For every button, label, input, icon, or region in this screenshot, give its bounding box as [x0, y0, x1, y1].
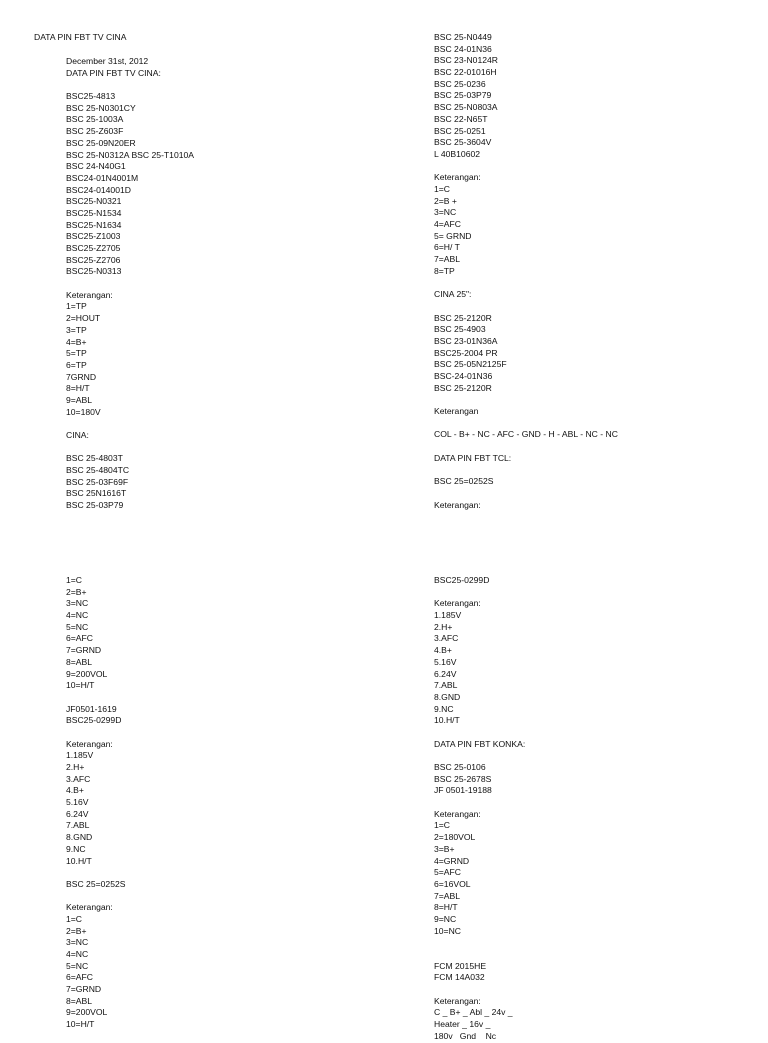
text-line: BSC 25-03P79 — [434, 90, 492, 101]
text-line: BSC 25-1003A — [66, 114, 124, 125]
text-line: BSC 25-N0803A — [434, 102, 498, 113]
text-line: BSC25-N0313 — [66, 266, 122, 277]
text-line: BSC25-Z2706 — [66, 254, 121, 265]
text-line: 1=C — [66, 575, 83, 585]
blank-line — [434, 727, 525, 739]
text-line: 3=B+ — [434, 843, 455, 854]
blank-line — [66, 79, 194, 91]
text-line: 6=H/ T — [434, 242, 460, 253]
text-line: 7=GRND — [66, 645, 102, 656]
text-line: 3=NC — [434, 207, 457, 218]
text-line: FCM 14A032 — [434, 972, 485, 983]
text-line: 8=H/T — [66, 383, 90, 394]
text-line: 3=NC — [66, 598, 89, 609]
blank-line — [66, 442, 194, 454]
text-line: 180v Gnd Nc — [434, 1030, 497, 1041]
text-line: 10=180V — [66, 406, 101, 417]
text-line: BSC 25-0236 — [434, 78, 486, 89]
text-line: December 31st, 2012 — [66, 56, 149, 66]
text-line: 1=C — [434, 820, 451, 831]
column-top-left — [66, 56, 194, 512]
text-line: JF0501-1619 — [66, 703, 117, 714]
text-line: 6=16VOL — [434, 878, 471, 889]
text-line: 10=H/T — [66, 1019, 95, 1030]
text-line: 1=C — [434, 183, 451, 194]
text-line: 2=B+ — [66, 925, 87, 936]
text-line: BSC 25=0252S — [434, 476, 494, 487]
column-top-right — [434, 32, 618, 511]
text-line: 8=ABL — [66, 995, 93, 1006]
text-line: BSC25-2004 PR — [434, 347, 498, 358]
text-line: 5=NC — [66, 621, 89, 632]
text-line: BSC 25-3604V — [434, 137, 492, 148]
text-line: 4=NC — [66, 610, 89, 621]
text-line: 2=HOUT — [66, 313, 101, 324]
text-line: 10=NC — [434, 925, 461, 936]
text-line: BSC 25-2678S — [434, 773, 492, 784]
blank-line — [434, 394, 618, 406]
text-line: 10.H/T — [66, 855, 92, 866]
text-line: 4=B+ — [66, 336, 87, 347]
text-line: 4.B+ — [434, 645, 452, 656]
text-line: 1=C — [66, 913, 83, 924]
blank-line — [434, 277, 618, 289]
text-line: 2.H+ — [66, 762, 85, 772]
document-title: DATA PIN FBT TV CINA — [34, 32, 127, 42]
text-line: DATA PIN FBT TV CINA: — [66, 67, 161, 78]
text-line: BSC 25-4903 — [434, 324, 486, 335]
text-line: BSC 25-N0301CY — [66, 102, 136, 113]
blank-line — [66, 692, 126, 704]
blank-line — [434, 418, 618, 430]
text-line: BSC 25N1616T — [66, 488, 127, 499]
text-line: 8=H/T — [434, 902, 458, 913]
text-line: BSC 23-N0124R — [434, 55, 499, 66]
text-line: 4=AFC — [434, 219, 461, 229]
text-line: BSC 25-0251 — [434, 125, 486, 136]
text-line: 1.185V — [434, 610, 462, 621]
text-line: 8=TP — [434, 265, 455, 276]
text-line: 5.16V — [434, 656, 457, 667]
text-line: JF 0501-19188 — [434, 785, 492, 796]
text-line: 9=ABL — [66, 394, 93, 405]
blank-line — [66, 891, 126, 903]
blank-line — [66, 418, 194, 430]
text-line: 9=200VOL — [66, 1007, 108, 1018]
text-line: 9=200VOL — [66, 668, 108, 679]
text-line: 7=GRND — [66, 984, 102, 995]
text-line: Keterangan — [434, 406, 479, 416]
text-line: BSC 23-01N36A — [434, 335, 498, 346]
text-line: 3.AFC — [434, 633, 459, 644]
text-line: BSC25-0299D — [66, 715, 122, 726]
blank-line — [434, 161, 618, 173]
text-line: Keterangan: — [434, 598, 481, 609]
blank-line — [66, 278, 194, 290]
text-line: Keterangan: — [66, 738, 113, 749]
text-line: BSC24-014001D — [66, 184, 131, 195]
text-line: Keterangan: — [66, 289, 113, 300]
text-line: 7=ABL — [434, 890, 461, 901]
text-line: 9.NC — [434, 703, 454, 714]
text-line: Keterangan: — [434, 808, 481, 819]
text-line: Keterangan: — [66, 902, 113, 913]
text-line: 1.185V — [66, 750, 94, 761]
text-line: BSC 25-N0312A BSC 25-T1010A — [66, 149, 195, 160]
blank-line — [434, 750, 525, 762]
text-line: 9.NC — [66, 843, 86, 854]
text-line: BSC24-01N4001M — [66, 172, 139, 183]
text-line: 4=GRND — [434, 855, 470, 866]
text-line: 1=TP — [66, 301, 87, 312]
text-line: 2=180VOL — [434, 832, 476, 843]
text-line: BSC25-N1534 — [66, 207, 122, 218]
text-line: 8.GND — [66, 832, 93, 843]
text-line: BSC25-N1634 — [66, 219, 122, 230]
text-line: 8=ABL — [66, 656, 93, 667]
text-line: BSC 25-2120R — [434, 312, 492, 323]
text-line: 6=TP — [66, 359, 87, 370]
text-line: BSC25-4813 — [66, 91, 116, 102]
text-line: 6=AFC — [66, 633, 93, 644]
blank-line — [434, 984, 525, 996]
text-line: BSC 25-03P79 — [66, 500, 124, 511]
text-line: BSC 22-01016H — [434, 67, 497, 78]
text-line: BSC 25-4803T — [66, 453, 123, 464]
text-line: Heater _ 16v _ — [434, 1019, 491, 1030]
text-line: Keterangan: — [434, 172, 481, 183]
text-line: 4.B+ — [66, 785, 84, 796]
text-line: 10.H/T — [434, 715, 460, 726]
column-bottom-right — [434, 575, 525, 1043]
text-line: 6=AFC — [66, 972, 93, 983]
text-line: 2=B + — [434, 195, 457, 206]
blank-line — [434, 797, 525, 809]
text-line: 2.H+ — [434, 621, 453, 632]
text-line: FCM 2015HE — [434, 960, 487, 971]
text-line: CINA 25": — [434, 289, 472, 300]
text-line: 4=NC — [66, 949, 89, 959]
text-line: 5=NC — [66, 960, 89, 971]
text-line: 3.AFC — [66, 773, 91, 784]
blank-line — [434, 937, 525, 949]
text-line: BSC 24-N40G1 — [66, 161, 126, 172]
text-line: 3=TP — [66, 324, 87, 335]
text-line: BSC 25-05N2125F — [434, 359, 507, 370]
text-line: 8.GND — [434, 691, 461, 702]
text-line: BSC 25-4804TC — [66, 465, 130, 476]
text-line: BSC 25-Z603F — [66, 126, 124, 137]
column-bottom-left — [66, 575, 126, 1031]
text-line: C _ B+ _ Abl _ 24v _ — [434, 1007, 513, 1018]
text-line: BSC25-Z1003 — [66, 231, 121, 242]
text-line: 7.ABL — [66, 820, 90, 831]
text-line: Keterangan: — [434, 995, 481, 1006]
text-line: 10=H/T — [66, 680, 95, 691]
text-line: 9=NC — [434, 913, 457, 924]
text-line: L 40B10602 — [434, 148, 481, 159]
text-line: 3=NC — [66, 937, 89, 948]
text-line: 2=B+ — [66, 586, 87, 597]
text-line: BSC25-Z2705 — [66, 243, 121, 253]
blank-line — [434, 587, 525, 599]
text-line: CINA: — [66, 430, 89, 440]
text-line: 5= GRND — [434, 230, 472, 241]
blank-line — [434, 949, 525, 961]
text-line: 7=ABL — [434, 254, 461, 265]
blank-line — [66, 867, 126, 879]
blank-line — [66, 727, 126, 739]
text-line: BSC25-N0321 — [66, 196, 122, 207]
text-line: BSC 25-2120R — [434, 382, 492, 393]
text-line: BSC 25-03F69F — [66, 476, 129, 487]
text-line: BSC25-0299D — [434, 575, 490, 585]
text-line: 6.24V — [434, 668, 457, 679]
text-line: BSC 22-N65T — [434, 113, 488, 124]
text-line: 5=AFC — [434, 867, 461, 878]
text-line: 5=TP — [66, 348, 87, 359]
text-line: 6.24V — [66, 808, 89, 819]
text-line: 5.16V — [66, 797, 89, 808]
text-line: COL - B+ - NC - AFC - GND - H - ABL - NC - NC — [434, 429, 618, 440]
text-line: DATA PIN FBT TCL: — [434, 452, 512, 463]
text-line: BSC 25-0106 — [434, 762, 486, 772]
text-line: 7GRND — [66, 371, 97, 382]
blank-line — [434, 301, 618, 313]
text-line: BSC-24-01N36 — [434, 370, 493, 381]
blank-line — [434, 488, 618, 500]
text-line: BSC 25-09N20ER — [66, 137, 136, 148]
text-line: BSC 24-01N36 — [434, 43, 492, 54]
text-line: 7.ABL — [434, 680, 458, 691]
text-line: Keterangan: — [434, 499, 481, 510]
text-line: BSC 25-N0449 — [434, 32, 492, 42]
blank-line — [434, 441, 618, 453]
text-line: BSC 25=0252S — [66, 878, 126, 889]
text-line: DATA PIN FBT KONKA: — [434, 738, 526, 749]
blank-line — [434, 464, 618, 476]
